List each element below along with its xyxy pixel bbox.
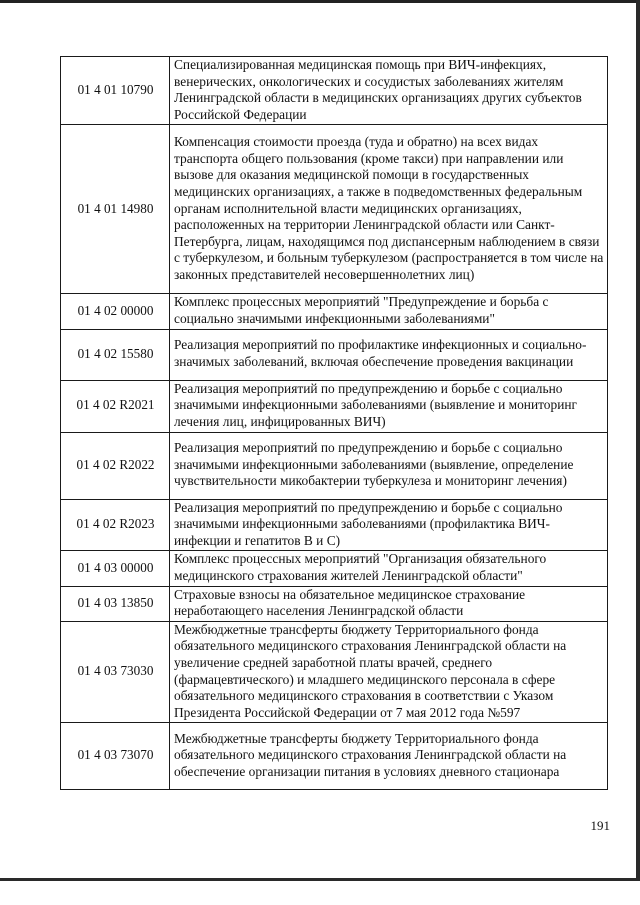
description-cell: Реализация мероприятий по профилактике инфекционных и социально-значимых заболеваний, включая обеспечение проведения вакцинации (170, 329, 608, 380)
table-row (61, 723, 608, 790)
scan-edge-right (636, 0, 640, 880)
target-code-cell: 01 4 02 00000 (61, 294, 170, 329)
description-cell: Комплекс процессных мероприятий "Организация обязательного медицинского страхования жителей Ленинградской области" (170, 551, 608, 586)
target-code-cell: 01 4 01 14980 (61, 125, 170, 294)
description-cell: Межбюджетные трансферты бюджету Территориального фонда обязательного медицинского страхования Ленинградской области на увеличение средней заработной платы врачей, среднего (фармацевтического) и младшего медицинского персонала в сфере обязательного медицинского страхования в соответствии с Указом Президента Российской Федерации от 7 мая 2012 года №597 (170, 621, 608, 723)
description-cell: Специализированная медицинская помощь при ВИЧ-инфекциях, венерических, онкологических и сосудистых заболеваниях жителям Ленинградской области в медицинских организациях других субъектов Российской Федерации (170, 57, 608, 125)
target-code-cell: 01 4 01 10790 (61, 57, 170, 125)
scan-edge-bottom (0, 878, 640, 881)
table-row (61, 125, 608, 294)
description-cell: Комплекс процессных мероприятий "Предупреждение и борьба с социально значимыми инфекционными заболеваниями" (170, 294, 608, 329)
table-row (61, 551, 608, 586)
target-code-cell: 01 4 03 73030 (61, 621, 170, 723)
table-row (61, 432, 608, 499)
table-row (61, 57, 608, 125)
target-code-cell: 01 4 02 15580 (61, 329, 170, 380)
page-number: 191 (590, 818, 610, 833)
target-code-cell: 01 4 02 R2023 (61, 499, 170, 551)
budget-classification-table (60, 56, 608, 790)
target-code-cell: 01 4 03 00000 (61, 551, 170, 586)
table-row (61, 621, 608, 723)
target-code-cell: 01 4 03 73070 (61, 723, 170, 790)
scan-edge-top (0, 0, 640, 3)
target-code-cell: 01 4 02 R2022 (61, 432, 170, 499)
description-cell: Компенсация стоимости проезда (туда и обратно) на всех видах транспорта общего пользования (кроме такси) при направлении или вызове для оказания медицинской помощи в государственных медицинских организациях, а также в подведомственных федеральным органам исполнительной власти медицинских организациях, расположенных на территории Ленинградской области или Санкт-Петербурга, лицам, находящимся под диспансерным наблюдением в связи с туберкулезом, и больным туберкулезом (распространяется в том числе на законных представителей несовершеннолетних лиц) (170, 125, 608, 294)
description-cell: Межбюджетные трансферты бюджету Территориального фонда обязательного медицинского страхования Ленинградской области на обеспечение организации питания в условиях дневного стационара (170, 723, 608, 790)
description-cell: Страховые взносы на обязательное медицинское страхование неработающего населения Ленинградской области (170, 586, 608, 621)
target-code-cell: 01 4 02 R2021 (61, 380, 170, 432)
description-cell: Реализация мероприятий по предупреждению и борьбе с социально значимыми инфекционными заболеваниями (выявление, определение чувствительности микобактерии туберкулеза и мониторинг лечения) (170, 432, 608, 499)
table-row (61, 329, 608, 380)
description-cell: Реализация мероприятий по предупреждению и борьбе с социально значимыми инфекционными заболеваниями (профилактика ВИЧ-инфекции и гепатитов В и С) (170, 499, 608, 551)
table-row (61, 380, 608, 432)
description-cell: Реализация мероприятий по предупреждению и борьбе с социально значимыми инфекционными заболеваниями (выявление и мониторинг лечения лиц, инфицированных ВИЧ) (170, 380, 608, 432)
table-row (61, 586, 608, 621)
target-code-cell: 01 4 03 13850 (61, 586, 170, 621)
table-row (61, 499, 608, 551)
table-row (61, 294, 608, 329)
